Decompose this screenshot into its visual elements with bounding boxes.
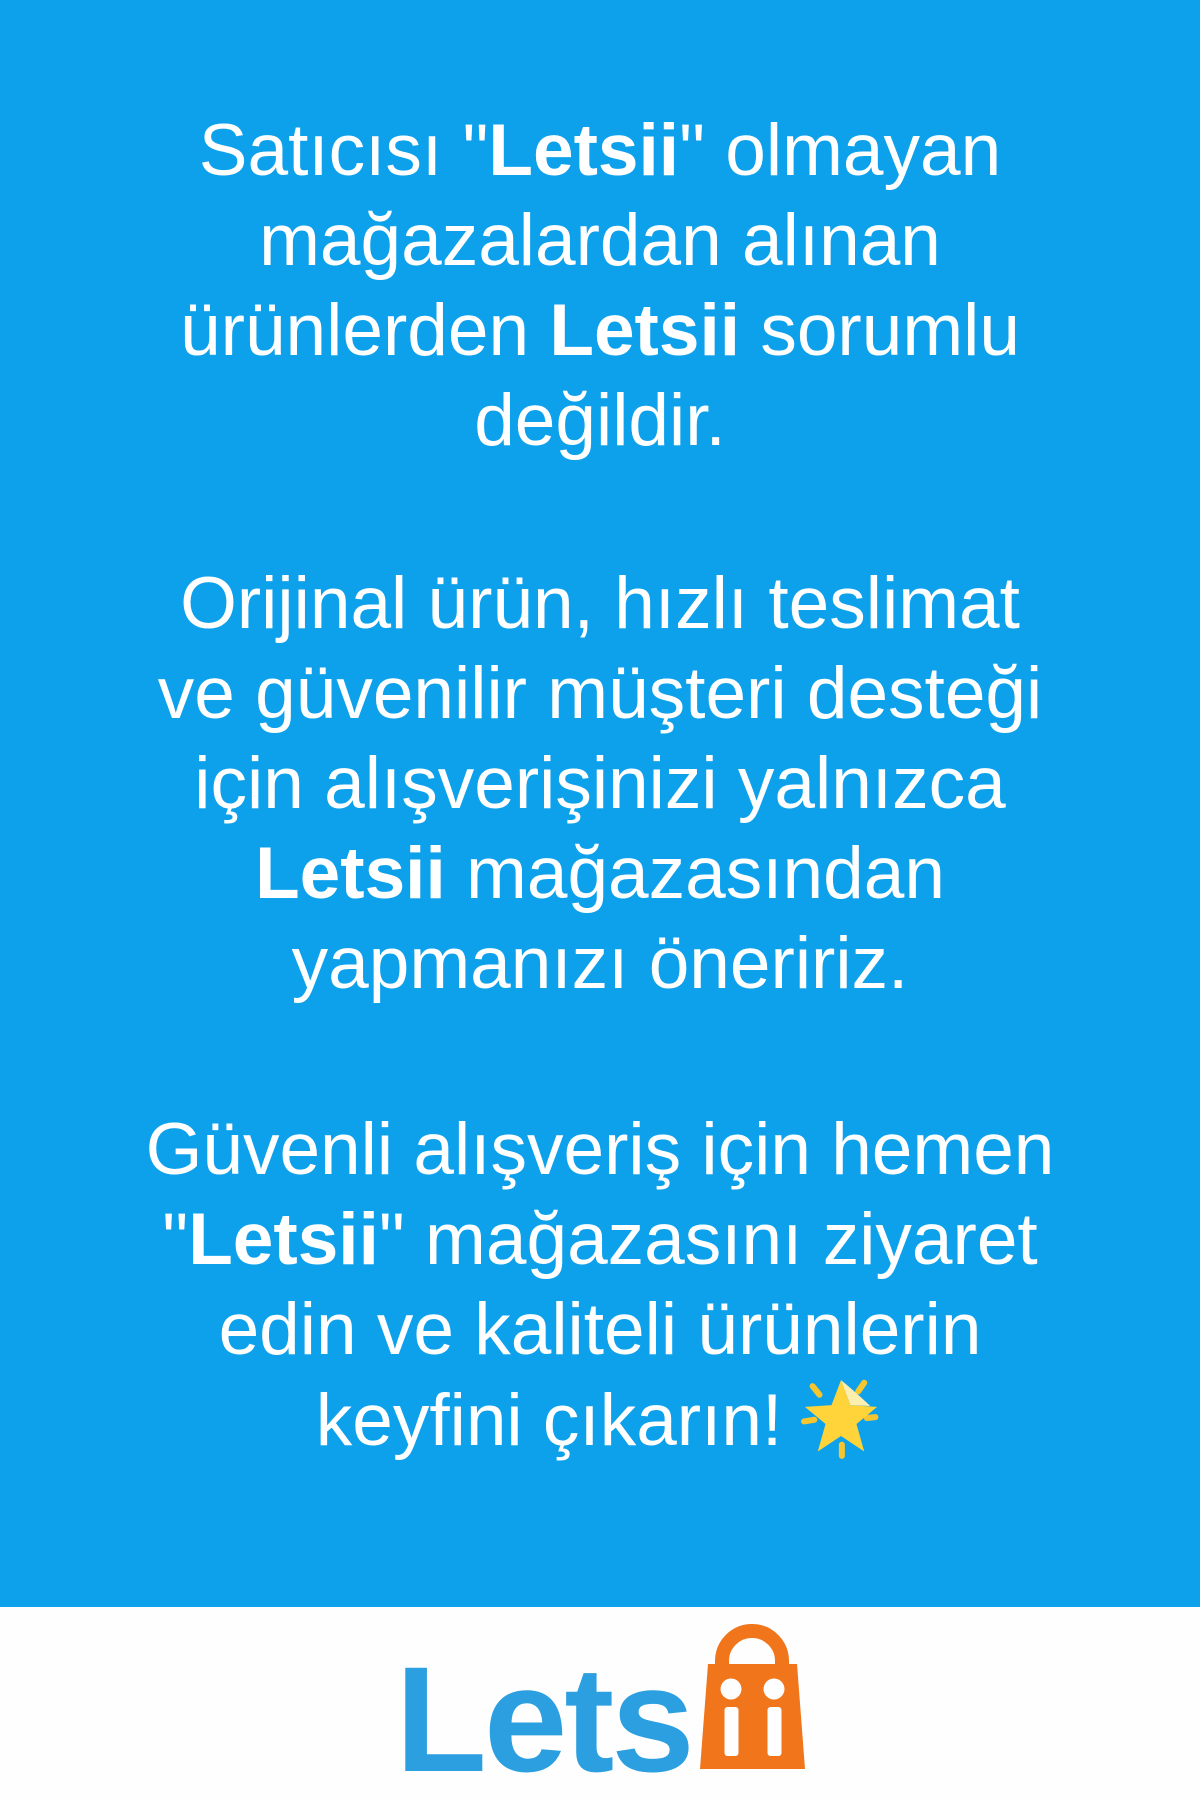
brand-name-bold: Letsii — [255, 833, 446, 914]
paragraph-recommendation — [0, 559, 1200, 1009]
paragraph-spacer — [0, 466, 1200, 559]
recommendation-line-4 — [255, 833, 945, 914]
glowing-star-icon — [798, 1375, 884, 1461]
cta-line-2-post: " mağazasını ziyaret — [378, 1199, 1038, 1280]
shopping-bag-icon — [700, 1619, 805, 1774]
brand-name-bold: Letsii — [549, 290, 741, 371]
recommendation-line-3: için alışverişinizi yalnızca — [194, 743, 1006, 824]
logo-wordmark: Lets — [395, 1635, 692, 1803]
cta-line-3: edin ve kaliteli ürünlerin — [218, 1289, 982, 1370]
warning-line-1-pre: Satıcısı " — [198, 110, 489, 191]
warning-line-4: değildir. — [474, 380, 726, 461]
warning-line-3 — [180, 290, 1020, 371]
warning-line-1-post: " olmayan — [679, 110, 1002, 191]
paragraph-cta — [0, 1105, 1200, 1466]
letsii-logo — [0, 1607, 1200, 1803]
footer-strip — [0, 1607, 1200, 1803]
cta-line-4-text: keyfini çıkarın! — [315, 1380, 783, 1461]
warning-line-1 — [199, 110, 1001, 191]
cta-line-1: Güvenli alışveriş için hemen — [145, 1109, 1055, 1190]
brand-name-bold: Letsii — [488, 110, 680, 191]
brand-name-bold: Letsii — [188, 1199, 379, 1280]
cta-line-2-pre: " — [162, 1199, 189, 1280]
warning-line-2: mağazalardan alınan — [259, 200, 941, 281]
recommendation-line-5: yapmanızı öneririz. — [291, 923, 909, 1004]
warning-line-3-pre: ürünlerden — [180, 290, 550, 371]
recommendation-line-4-post: mağazasından — [445, 833, 945, 914]
paragraph-warning — [0, 106, 1200, 466]
paragraph-spacer — [0, 1009, 1200, 1105]
recommendation-line-1: Orijinal ürün, hızlı teslimat — [180, 563, 1020, 644]
recommendation-line-2: ve güvenilir müşteri desteği — [157, 653, 1043, 734]
warning-line-3-post: sorumlu — [740, 290, 1020, 371]
cta-line-2 — [162, 1199, 1037, 1280]
cta-line-4 — [316, 1380, 885, 1461]
